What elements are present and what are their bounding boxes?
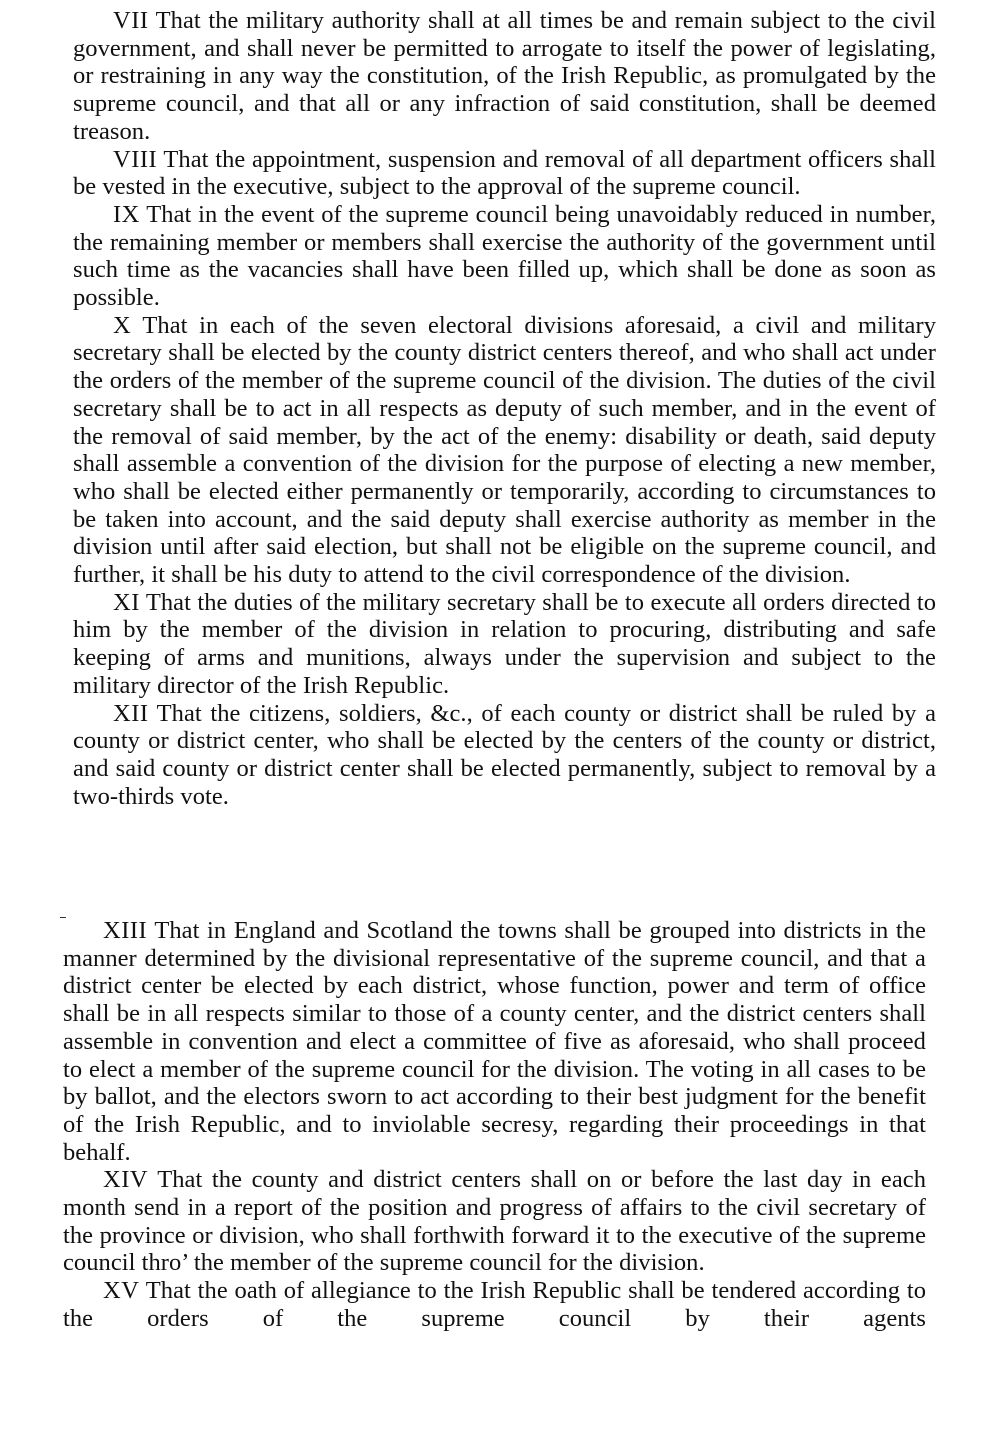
article-viii: [73, 146, 936, 201]
article-numeral: XIV: [103, 1166, 149, 1194]
article-x: [73, 312, 936, 589]
article-text: That in England and Scotland the towns shall be grouped into districts in the manner determined by the divisional representative of the supreme council, and that a district center be elected by each district, whose function, power and term of office shall be in all respects similar to those of a county center, and the district centers shall assemble in convention and elect a committee of five as aforesaid, who shall proceed to elect a member of the supreme council for the division. The voting in all cases to be by ballot, and the electors sworn to act according to their best judgment for the benefit of the Irish Republic, and to inviolable secresy, regarding their proceedings in that behalf.: [63, 917, 927, 1166]
text-block-lower: [63, 917, 926, 1333]
article-xiii: [63, 917, 926, 1166]
article-numeral: XIII: [103, 917, 148, 944]
article-numeral: XII: [113, 699, 149, 727]
article-numeral: X: [113, 311, 132, 339]
article-text: That the appointment, suspension and removal of all department officers shall be vested in the executive, subject to the approval of the supreme council.: [73, 145, 937, 201]
article-text: That the citizens, soldiers, &c., of each county or district shall be ruled by a county or district center, who shall be elected by the centers of the county or district, and said county or district center shall be elected permanently, subject to removal by a two-thirds vote.: [73, 699, 936, 810]
article-text: That in the event of the supreme council being unavoidably reduced in number, the remaining member or members shall exercise the authority of the government until such time as the vacancies shall have been filled up, which shall be done as soon as possible.: [73, 200, 936, 312]
article-text: That in each of the seven electoral divisions aforesaid, a civil and military secretary shall be elected by the county district centers thereof, and who shall act under the orders of the member of the supreme council of the division. The duties of the civil secretary shall be to act in all respects as deputy of such member, and in the event of the removal of said member, by the act of the enemy: disability or death, said deputy shall assemble a convention of the division for the purpose of electing a new member, who shall be elected either permanently or temporarily, according to circumstances to be taken into account, and the said deputy shall exercise authority as member in the division until after said election, but shall not be eligible on the supreme council, and further, it shall be his duty to attend to the civil correspondence of the division.: [73, 311, 936, 589]
article-numeral: XI: [113, 588, 140, 616]
article-text: That the duties of the military secretary shall be to execute all orders directed to him by the member of the division in relation to procuring, distributing and safe keeping of arms and munitions, always under the supervision and subject to the military director of the Irish Republic.: [73, 588, 936, 699]
article-xi: [73, 589, 936, 700]
text-block-upper: [73, 7, 936, 810]
article-numeral: XV: [103, 1277, 140, 1305]
article-xiv: [63, 1166, 926, 1277]
article-xii: [73, 700, 936, 811]
article-text: That the military authority shall at all times be and remain subject to the civil government, and shall never be permitted to arrogate to itself the power of legislating, or restraining in any way the constitution, of the Irish Republic, as promulgated by the supreme council, and that all or any infraction of said constitution, shall be deemed treason.: [73, 7, 937, 145]
article-numeral: VIII: [113, 145, 158, 173]
article-numeral: VII: [113, 7, 149, 34]
article-text: That the county and district centers shall on or before the last day in each month send in a report of the position and progress of affairs to the civil secretary of the province or division, who shall forthwith forward it to the executive of the supreme council thro’ the member of the supreme council for the division.: [63, 1166, 927, 1277]
article-ix: [73, 201, 936, 312]
article-vii: [73, 7, 936, 146]
article-xv: [63, 1277, 926, 1332]
article-text: That the oath of allegiance to the Irish Republic shall be tendered according to the orders of the supreme council by their agents: [63, 1277, 926, 1332]
article-numeral: IX: [113, 200, 140, 228]
